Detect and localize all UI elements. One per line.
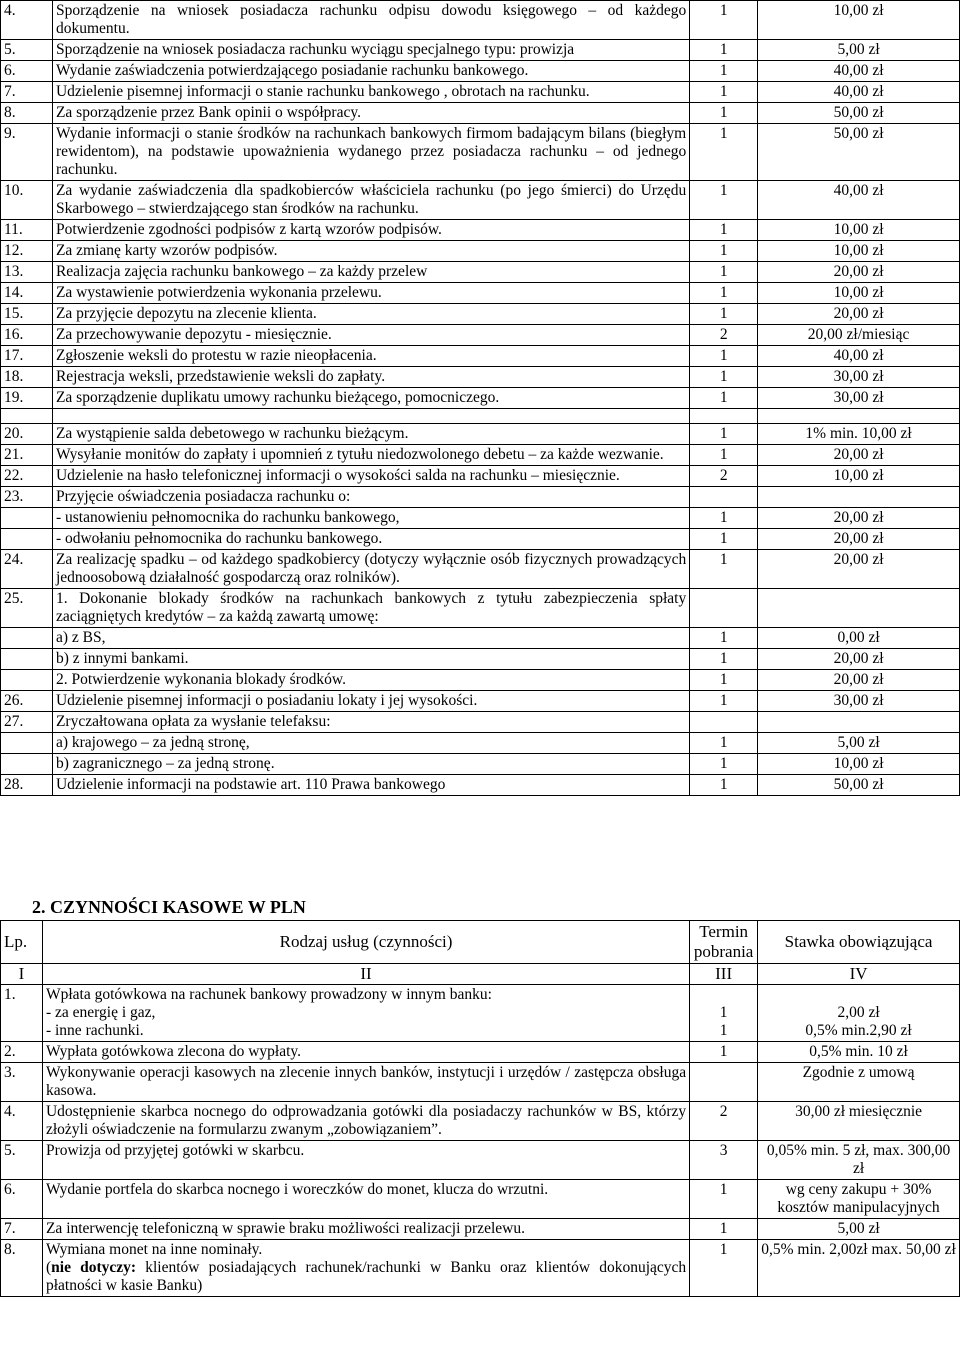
row-rate bbox=[758, 409, 960, 424]
row-description: Sporządzenie na wniosek posiadacza rachunku odpisu dowodu księgowego – od każdego dokumentu. bbox=[52, 1, 689, 40]
row-description: Zryczałtowana opłata za wysłanie telefaksu: bbox=[52, 712, 689, 733]
row-number: 18. bbox=[1, 367, 53, 388]
table-row bbox=[1, 325, 960, 346]
row-number bbox=[1, 409, 53, 424]
row-description: a) krajowego – za jedną stronę, bbox=[52, 733, 689, 754]
table-row bbox=[1, 1042, 960, 1063]
table-row bbox=[1, 691, 960, 712]
roman-iii: III bbox=[690, 964, 758, 985]
row-rate: 20,00 zł/miesiąc bbox=[758, 325, 960, 346]
table-row bbox=[1, 670, 960, 691]
row-description: Wydanie informacji o stanie środków na rachunkach bankowych firmom badającym bilans (biegłym rewidentom), na podstawie upoważnienia wydanego przez posiadacza rachunku – od jednego rachunku. bbox=[52, 124, 689, 181]
row-rate: 20,00 zł bbox=[758, 670, 960, 691]
row-description: Udzielenie pisemnej informacji o stanie rachunku bankowego , obrotach na rachunku. bbox=[52, 82, 689, 103]
row-term bbox=[690, 712, 758, 733]
table-row bbox=[1, 346, 960, 367]
row-term bbox=[690, 487, 758, 508]
row-term: 1 bbox=[690, 529, 758, 550]
row-number bbox=[1, 754, 53, 775]
table-row bbox=[1, 124, 960, 181]
row-number: 17. bbox=[1, 346, 53, 367]
row-rate: 10,00 zł bbox=[758, 241, 960, 262]
row-number: 5. bbox=[1, 40, 53, 61]
row-number bbox=[1, 670, 53, 691]
header-term: Termin pobrania bbox=[690, 921, 758, 964]
row-number: 16. bbox=[1, 325, 53, 346]
table-row bbox=[1, 61, 960, 82]
row-term: 1 bbox=[690, 103, 758, 124]
row-number: 6. bbox=[1, 61, 53, 82]
row-number: 24. bbox=[1, 550, 53, 589]
row-number: 12. bbox=[1, 241, 53, 262]
row-description: Wpłata gotówkowa na rachunek bankowy prowadzony w innym banku: - za energię i gaz, - inne rachunki. bbox=[42, 985, 689, 1042]
row-description bbox=[52, 409, 689, 424]
row-description: Za interwencję telefoniczną w sprawie braku możliwości realizacji przelewu. bbox=[42, 1219, 689, 1240]
row-description: Realizacja zajęcia rachunku bankowego – za każdy przelew bbox=[52, 262, 689, 283]
row-term: 1 bbox=[690, 1219, 758, 1240]
row-number: 3. bbox=[1, 1063, 43, 1102]
row-description: Za sporządzenie duplikatu umowy rachunku bieżącego, pomocniczego. bbox=[52, 388, 689, 409]
row-description: Prowizja od przyjętej gotówki w skarbcu. bbox=[42, 1141, 689, 1180]
row-term: 1 bbox=[690, 1240, 758, 1297]
row-term: 1 bbox=[690, 283, 758, 304]
row-number: 26. bbox=[1, 691, 53, 712]
row-description: Udzielenie informacji na podstawie art. 110 Prawa bankowego bbox=[52, 775, 689, 796]
table-row bbox=[1, 1219, 960, 1240]
roman-ii: II bbox=[42, 964, 689, 985]
table-row bbox=[1, 304, 960, 325]
row-number bbox=[1, 529, 53, 550]
row-number: 27. bbox=[1, 712, 53, 733]
row-number: 1. bbox=[1, 985, 43, 1042]
header-row bbox=[1, 921, 960, 964]
table-row bbox=[1, 82, 960, 103]
row-description: Udzielenie pisemnej informacji o posiadaniu lokaty i jej wysokości. bbox=[52, 691, 689, 712]
header-service: Rodzaj usług (czynności) bbox=[42, 921, 689, 964]
roman-iv: IV bbox=[758, 964, 960, 985]
row-term: 1 bbox=[690, 670, 758, 691]
row-term: 1 bbox=[690, 508, 758, 529]
row-number: 7. bbox=[1, 1219, 43, 1240]
row-description: Potwierdzenie zgodności podpisów z kartą wzorów podpisów. bbox=[52, 220, 689, 241]
row-term: 1 bbox=[690, 1, 758, 40]
table-row bbox=[1, 589, 960, 628]
row-term: 1 bbox=[690, 550, 758, 589]
table-row bbox=[1, 508, 960, 529]
table-row bbox=[1, 1063, 960, 1102]
row-rate bbox=[758, 487, 960, 508]
row-rate bbox=[758, 712, 960, 733]
row-number bbox=[1, 649, 53, 670]
row-rate: 30,00 zł bbox=[758, 388, 960, 409]
table-row bbox=[1, 985, 960, 1042]
table-row bbox=[1, 1141, 960, 1180]
row-number: 15. bbox=[1, 304, 53, 325]
row-number: 25. bbox=[1, 589, 53, 628]
row-term: 1 bbox=[690, 691, 758, 712]
row-rate: 5,00 zł bbox=[758, 1219, 960, 1240]
row-term: 1 bbox=[690, 775, 758, 796]
row-description: Wydanie portfela do skarbca nocnego i woreczków do monet, klucza do wrzutni. bbox=[42, 1180, 689, 1219]
row-number: 9. bbox=[1, 124, 53, 181]
row-rate: 20,00 zł bbox=[758, 550, 960, 589]
row-number: 20. bbox=[1, 424, 53, 445]
table-row bbox=[1, 1240, 960, 1297]
row-term: 1 1 bbox=[690, 985, 758, 1042]
row-number: 8. bbox=[1, 103, 53, 124]
table-row bbox=[1, 262, 960, 283]
row-number: 5. bbox=[1, 1141, 43, 1180]
row-term: 1 bbox=[690, 424, 758, 445]
table-row bbox=[1, 1180, 960, 1219]
table-row bbox=[1, 424, 960, 445]
row-rate: 10,00 zł bbox=[758, 754, 960, 775]
row-rate: 40,00 zł bbox=[758, 346, 960, 367]
table-row bbox=[1, 628, 960, 649]
table-row bbox=[1, 220, 960, 241]
row-description: Sporządzenie na wniosek posiadacza rachunku wyciągu specjalnego typu: prowizja bbox=[52, 40, 689, 61]
row-description: a) z BS, bbox=[52, 628, 689, 649]
row-rate: 20,00 zł bbox=[758, 445, 960, 466]
row-rate: Zgodnie z umową bbox=[758, 1063, 960, 1102]
table-row bbox=[1, 445, 960, 466]
row-number: 23. bbox=[1, 487, 53, 508]
roman-i: I bbox=[1, 964, 43, 985]
row-description: Za zmianę karty wzorów podpisów. bbox=[52, 241, 689, 262]
row-term: 1 bbox=[690, 241, 758, 262]
section-title: 2. CZYNNOŚCI KASOWE W PLN bbox=[32, 897, 306, 917]
row-description: 2. Potwierdzenie wykonania blokady środków. bbox=[52, 670, 689, 691]
row-term bbox=[690, 589, 758, 628]
table-row bbox=[1, 550, 960, 589]
table-row bbox=[1, 241, 960, 262]
row-term: 2 bbox=[690, 466, 758, 487]
row-number: 13. bbox=[1, 262, 53, 283]
row-rate: 10,00 zł bbox=[758, 1, 960, 40]
row-rate: 10,00 zł bbox=[758, 283, 960, 304]
row-rate: 20,00 zł bbox=[758, 649, 960, 670]
row-rate: 30,00 zł bbox=[758, 691, 960, 712]
table-row bbox=[1, 487, 960, 508]
row-term: 1 bbox=[690, 367, 758, 388]
table-row bbox=[1, 466, 960, 487]
row-number: 2. bbox=[1, 1042, 43, 1063]
table-row bbox=[1, 712, 960, 733]
row-rate: 2,00 zł 0,5% min.2,90 zł bbox=[758, 985, 960, 1042]
row-rate: 30,00 zł miesięcznie bbox=[758, 1102, 960, 1141]
table-row bbox=[1, 283, 960, 304]
row-description: Zgłoszenie weksli do protestu w razie nieopłacenia. bbox=[52, 346, 689, 367]
row-description: - ustanowieniu pełnomocnika do rachunku bankowego, bbox=[52, 508, 689, 529]
table-row bbox=[1, 754, 960, 775]
table-row bbox=[1, 1, 960, 40]
row-term: 3 bbox=[690, 1141, 758, 1180]
row-term bbox=[690, 409, 758, 424]
table-row bbox=[1, 367, 960, 388]
row-term: 1 bbox=[690, 388, 758, 409]
row-description: Przyjęcie oświadczenia posiadacza rachunku o: bbox=[52, 487, 689, 508]
row-rate: 5,00 zł bbox=[758, 40, 960, 61]
row-term bbox=[690, 1063, 758, 1102]
row-description: Za wydanie zaświadczenia dla spadkobierców właściciela rachunku (po jego śmierci) do Urzędu Skarbowego – stwierdzającego stan środków na rachunku. bbox=[52, 181, 689, 220]
table-row bbox=[1, 103, 960, 124]
table-row bbox=[1, 388, 960, 409]
row-number: 7. bbox=[1, 82, 53, 103]
table-row bbox=[1, 409, 960, 424]
row-rate: 10,00 zł bbox=[758, 220, 960, 241]
row-number: 4. bbox=[1, 1, 53, 40]
header-rate: Stawka obowiązująca bbox=[758, 921, 960, 964]
row-number bbox=[1, 733, 53, 754]
row-rate: 0,05% min. 5 zł, max. 300,00 zł bbox=[758, 1141, 960, 1180]
row-rate: 50,00 zł bbox=[758, 775, 960, 796]
row-term: 1 bbox=[690, 754, 758, 775]
row-number: 14. bbox=[1, 283, 53, 304]
row-term: 1 bbox=[690, 181, 758, 220]
row-description: Wymiana monet na inne nominały. (nie dotyczy: klientów posiadających rachunek/rachunki w Banku oraz klientów dokonujących płatności w kasie Banku) bbox=[42, 1240, 689, 1297]
row-number bbox=[1, 628, 53, 649]
cash-operations-table bbox=[0, 920, 960, 1297]
row-number: 4. bbox=[1, 1102, 43, 1141]
row-rate: 20,00 zł bbox=[758, 262, 960, 283]
row-term: 1 bbox=[690, 262, 758, 283]
row-number bbox=[1, 508, 53, 529]
row-description: Za przyjęcie depozytu na zlecenie klienta. bbox=[52, 304, 689, 325]
row-description: 1. Dokonanie blokady środków na rachunkach bankowych z tytułu zabezpieczenia spłaty zaciągniętych kredytów – za każdą zawartą umowę: bbox=[52, 589, 689, 628]
row-number: 19. bbox=[1, 388, 53, 409]
row-rate: 20,00 zł bbox=[758, 529, 960, 550]
row-description: Za sporządzenie przez Bank opinii o współpracy. bbox=[52, 103, 689, 124]
row-number: 22. bbox=[1, 466, 53, 487]
row-term: 1 bbox=[690, 628, 758, 649]
table-row bbox=[1, 649, 960, 670]
row-term: 1 bbox=[690, 82, 758, 103]
row-description: Za wystawienie potwierdzenia wykonania przelewu. bbox=[52, 283, 689, 304]
row-rate: 30,00 zł bbox=[758, 367, 960, 388]
row-description: - odwołaniu pełnomocnika do rachunku bankowego. bbox=[52, 529, 689, 550]
row-description: Za przechowywanie depozytu - miesięcznie. bbox=[52, 325, 689, 346]
row-description: Udostępnienie skarbca nocnego do odprowadzania gotówki dla posiadaczy rachunków w BS, którzy złożyli oświadczenie na formularzu zwanym „zobowiązaniem”. bbox=[42, 1102, 689, 1141]
row-rate: 10,00 zł bbox=[758, 466, 960, 487]
row-rate: 40,00 zł bbox=[758, 181, 960, 220]
row-term: 1 bbox=[690, 1180, 758, 1219]
row-rate: 20,00 zł bbox=[758, 508, 960, 529]
row-rate: 0,5% min. 2,00zł max. 50,00 zł bbox=[758, 1240, 960, 1297]
row-rate: 20,00 zł bbox=[758, 304, 960, 325]
row-rate: 1% min. 10,00 zł bbox=[758, 424, 960, 445]
row-term: 1 bbox=[690, 61, 758, 82]
row-number: 8. bbox=[1, 1240, 43, 1297]
row-description: Za realizację spadku – od każdego spadkobiercy (dotyczy wyłącznie osób fizycznych prowadzących jednoosobową działalność gospodarczą oraz rolników). bbox=[52, 550, 689, 589]
table-row bbox=[1, 529, 960, 550]
row-description: Za wystąpienie salda debetowego w rachunku bieżącym. bbox=[52, 424, 689, 445]
row-term: 1 bbox=[690, 445, 758, 466]
table-row bbox=[1, 775, 960, 796]
row-number: 10. bbox=[1, 181, 53, 220]
table-row bbox=[1, 181, 960, 220]
table-row bbox=[1, 1102, 960, 1141]
row-term: 1 bbox=[690, 649, 758, 670]
row-description: b) z innymi bankami. bbox=[52, 649, 689, 670]
row-rate: 40,00 zł bbox=[758, 82, 960, 103]
row-description: Rejestracja weksli, przedstawienie weksli do zapłaty. bbox=[52, 367, 689, 388]
table-row bbox=[1, 40, 960, 61]
row-term: 2 bbox=[690, 1102, 758, 1141]
row-term: 1 bbox=[690, 304, 758, 325]
row-rate: 50,00 zł bbox=[758, 103, 960, 124]
row-term: 1 bbox=[690, 1042, 758, 1063]
row-description: b) zagranicznego – za jedną stronę. bbox=[52, 754, 689, 775]
row-term: 1 bbox=[690, 124, 758, 181]
row-term: 1 bbox=[690, 733, 758, 754]
row-rate: 5,00 zł bbox=[758, 733, 960, 754]
row-rate: 50,00 zł bbox=[758, 124, 960, 181]
row-description: Udzielenie na hasło telefonicznej informacji o wysokości salda na rachunku – miesięcznie. bbox=[52, 466, 689, 487]
row-number: 21. bbox=[1, 445, 53, 466]
row-description: Wykonywanie operacji kasowych na zlecenie innych banków, instytucji i urzędów / zastępcza obsługa kasowa. bbox=[42, 1063, 689, 1102]
row-description: Wydanie zaświadczenia potwierdzającego posiadanie rachunku bankowego. bbox=[52, 61, 689, 82]
row-rate: wg ceny zakupu + 30% kosztów manipulacyjnych bbox=[758, 1180, 960, 1219]
row-term: 1 bbox=[690, 40, 758, 61]
row-rate: 0,00 zł bbox=[758, 628, 960, 649]
row-description: Wypłata gotówkowa zlecona do wypłaty. bbox=[42, 1042, 689, 1063]
roman-numeral-row bbox=[1, 964, 960, 985]
table-row bbox=[1, 733, 960, 754]
row-number: 28. bbox=[1, 775, 53, 796]
row-rate: 40,00 zł bbox=[758, 61, 960, 82]
row-term: 1 bbox=[690, 220, 758, 241]
row-number: 11. bbox=[1, 220, 53, 241]
row-rate bbox=[758, 589, 960, 628]
row-term: 2 bbox=[690, 325, 758, 346]
header-lp: Lp. bbox=[1, 921, 43, 964]
row-rate: 0,5% min. 10 zł bbox=[758, 1042, 960, 1063]
row-description: Wysyłanie monitów do zapłaty i upomnień z tytułu niedozwolonego debetu – za każde wezwanie. bbox=[52, 445, 689, 466]
row-term: 1 bbox=[690, 346, 758, 367]
row-number: 6. bbox=[1, 1180, 43, 1219]
